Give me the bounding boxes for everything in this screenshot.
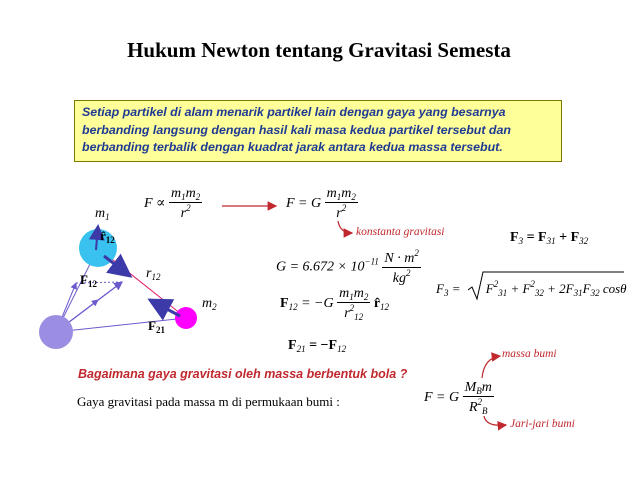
proportional-formula: F ∝ $\frac{m_1m_2}{r^2}$ xyxy=(144,186,201,221)
law-line-3: berbanding terbalik dengan kuadrat jarak antara kedua massa tersebut. xyxy=(82,140,503,154)
law-line-1: Setiap partikel di alam menarik partikel lain dengan gaya yang besarnya xyxy=(82,105,506,119)
newton-third-law-formula: $F_{21} = -F_{12}$ xyxy=(288,338,347,354)
label-r12: $r_{12}$ xyxy=(146,266,161,282)
question-text: Bagaimana gaya gravitasi oleh massa berbentuk bola ? xyxy=(78,367,408,381)
label-F21: $F_{21}$ xyxy=(148,318,165,335)
m3-m2-line xyxy=(56,318,186,332)
radius-earth-label: Jari-jari bumi xyxy=(510,418,575,430)
f3-magnitude-formula: $F_3 = F^2_{31} + F^2_{32} + 2F_{31}F_{32}$ cosθ xyxy=(436,279,627,298)
f3-vector-sum-formula: $F_3 = F_{31} + F_{32}$ xyxy=(510,230,589,246)
constant-label: konstanta gravitasi xyxy=(356,226,445,238)
mass-3-sphere xyxy=(39,315,73,349)
mass-2-sphere xyxy=(175,307,197,329)
page-title: Hukum Newton tentang Gravitasi Semesta xyxy=(127,38,511,62)
g-value-formula: $G = 6.672 \times 10^{-11}$ $\frac{N \cdot m^2}{kg^2}$ xyxy=(276,248,419,286)
vector-force-formula: $F_{12} = -G$ $\frac{m_1m_2}{r^2_{12}}$ $r̂_{12}$ xyxy=(280,286,390,322)
f12-arrow xyxy=(104,256,130,276)
radius-earth-arrow xyxy=(484,416,506,425)
constant-arrow xyxy=(338,221,352,233)
surface-gravity-formula: F = G $\frac{M_Bm}{R^2_B}$ xyxy=(424,380,492,416)
label-r12-hat: $r̂_{12}$ xyxy=(100,228,115,245)
label-F12: $F_{12}$ xyxy=(80,272,97,289)
mass-earth-arrow xyxy=(482,356,500,378)
surface-gravity-text: Gaya gravitasi pada massa m di permukaan bumi : xyxy=(77,394,340,409)
mass-earth-label: massa bumi xyxy=(502,348,557,360)
law-line-2: berbanding langsung dengan hasil kali masa kedua partikel tersebut dan xyxy=(82,122,511,137)
f21-arrow xyxy=(150,300,180,316)
label-m2: $m_2$ xyxy=(202,296,217,312)
label-m1: $m_1$ xyxy=(95,206,110,222)
newton-formula: F = G $\frac{m_1m_2}{r^2}$ xyxy=(286,186,356,221)
